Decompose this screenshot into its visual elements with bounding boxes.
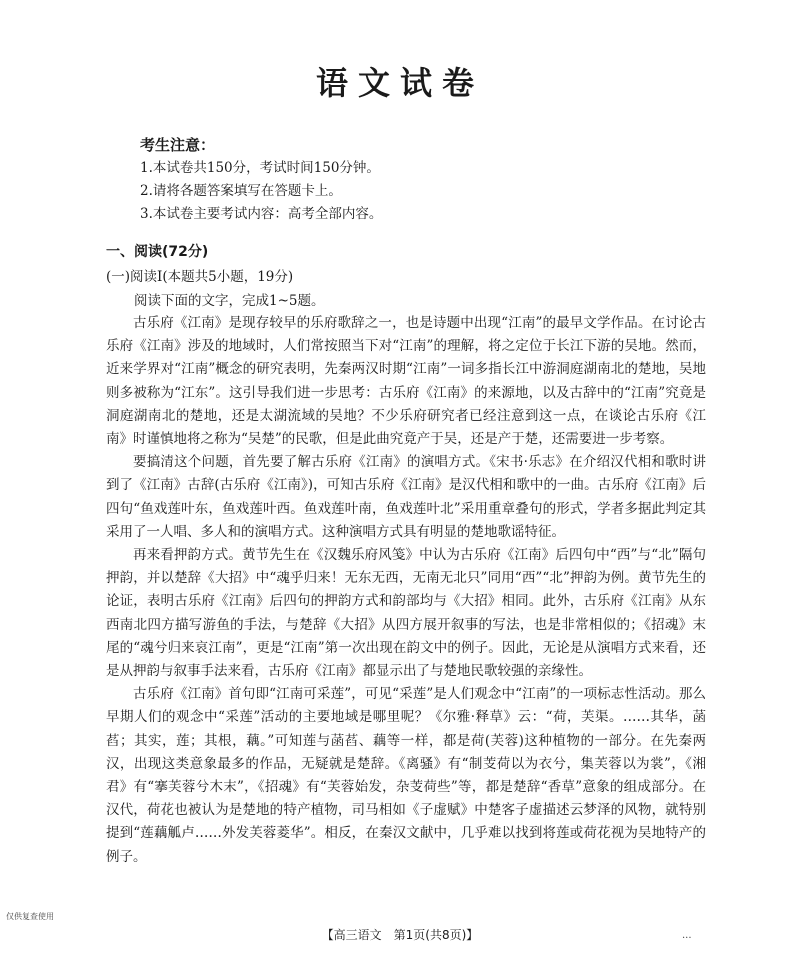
page-footer: 【高三语文 第1页(共8页)】 bbox=[321, 928, 479, 942]
notice-heading: 考生注意： bbox=[140, 136, 216, 154]
side-note: 仅供复查使用 bbox=[6, 912, 54, 921]
subsection-heading: (一)阅读Ⅰ(本题共5小题，19分) bbox=[106, 269, 294, 285]
page-title: 语文试卷 bbox=[315, 64, 484, 102]
passage-paragraph: 再来看押韵方式。黄节先生在《汉魏乐府风笺》中认为古乐府《江南》后四句中“西”与“北”隔句押韵，并以楚辞《大招》中“魂乎归来！无东无西，无南无北只”同用“西”“北”押韵为例。黄节先生的论证，表明古乐府《江南》后四句的押韵方式和韵部均与《大招》相同。此外，古乐府《江南》从东西南北四方描写游鱼的手法，与楚辞《大招》从四方展开叙事的写法，也是非常相似的；《招魂》末尾的“魂兮归来哀江南”，更是“江南”第一次出现在韵文中的例子。因此，无论是从演唱方式来看，还是从押韵与叙事手法来看，古乐府《江南》都显示出了与楚地民歌较强的亲缘性。 bbox=[106, 547, 706, 680]
passage-paragraph: 古乐府《江南》是现存较早的乐府歌辞之一，也是诗题中出现“江南”的最早文学作品。在讨论古乐府《江南》涉及的地域时，人们常按照当下对“江南”的理解，将之定位于长江下游的吴地。然而，近来学界对“江南”概念的研究表明，先秦两汉时期“江南”一词多指长江中游洞庭湖南北的楚地，吴地则多被称为“江东”。这引导我们进一步思考：古乐府《江南》的来源地，以及古辞中的“江南”究竟是洞庭湖南北的楚地，还是太湖流域的吴地？不少乐府研究者已经注意到这一点，在谈论古乐府《江南》时谨慎地将之称为“吴楚”的民歌，但是此曲究竟产于吴，还是产于楚，还需要进一步考察。 bbox=[106, 315, 706, 448]
notice-item: 2.请将各题答案填写在答题卡上。 bbox=[140, 183, 342, 199]
notice-item: 3.本试卷主要考试内容：高考全部内容。 bbox=[140, 206, 383, 222]
reading-passage bbox=[106, 312, 706, 869]
passage-paragraph: 古乐府《江南》首句即“江南可采莲”，可见“采莲”是人们观念中“江南”的一项标志性活动。那么早期人们的观念中“采莲”活动的主要地域是哪里呢？《尔雅·释草》云：“荷，芙渠。……其华，菡萏；其实，莲；其根，藕。”可知莲与菡萏、藕等一样，都是荷(芙蓉)这种植物的一部分。在先秦两汉，出现这类意象最多的作品，无疑就是楚辞。《离骚》有“制芰荷以为衣兮，集芙蓉以为裳”，《湘君》有“搴芙蓉兮木末”，《招魂》有“芙蓉始发，杂芰荷些”等，都是楚辞“香草”意象的组成部分。在汉代，荷花也被认为是楚地的特产植物，司马相如《子虚赋》中楚客子虚描述云梦泽的风物，就特别提到“莲藕觚卢……外发芙蓉菱华”。相反，在秦汉文献中，几乎难以找到将莲或荷花视为吴地特产的例子。 bbox=[106, 686, 706, 865]
passage-paragraph: 要搞清这个问题，首先要了解古乐府《江南》的演唱方式。《宋书·乐志》在介绍汉代相和歌时讲到了《江南》古辞(古乐府《江南》)，可知古乐府《江南》是汉代相和歌中的一曲。古乐府《江南》后四句“鱼戏莲叶东，鱼戏莲叶西。鱼戏莲叶南，鱼戏莲叶北”采用重章叠句的形式，学者多据此判定其采用了一人唱、多人和的演唱方式。这种演唱方式具有明显的楚地歌谣特征。 bbox=[106, 454, 706, 540]
notice-item: 1.本试卷共150分，考试时间150分钟。 bbox=[140, 160, 380, 176]
candidate-notice bbox=[140, 134, 382, 226]
reading-instruction: 阅读下面的文字，完成1~5题。 bbox=[134, 293, 325, 309]
section-heading: 一、阅读(72分) bbox=[106, 244, 209, 260]
footer-mark: ... bbox=[682, 930, 692, 941]
